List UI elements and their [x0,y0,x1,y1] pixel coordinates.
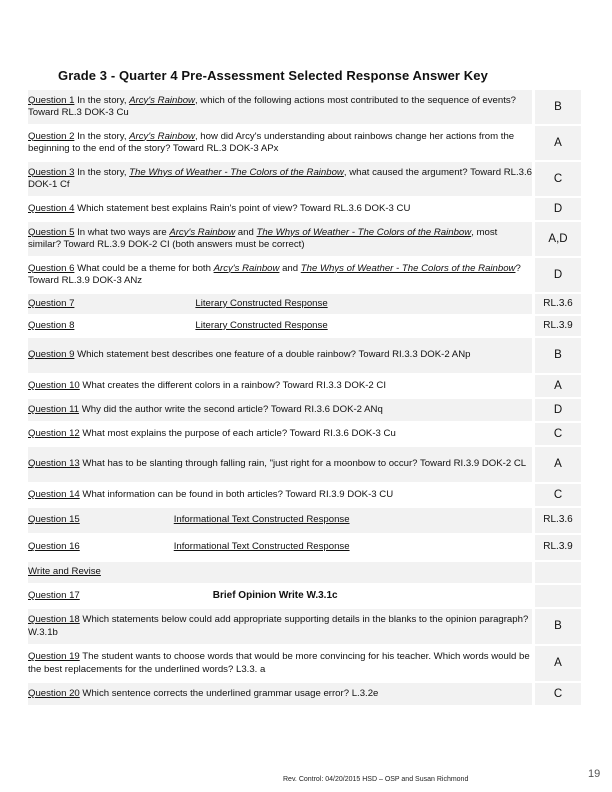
table-row [28,220,581,256]
section-heading: Write and Revise [28,566,101,578]
section-label: Informational Text Constructed Response [173,541,350,553]
table-row [28,560,581,583]
question-cell: Question 18 Which statements below could add appropriate supporting details in the blanks to the opinion paragraph? W.3.1b [28,607,532,644]
answer-cell: C [532,160,581,196]
table-row [28,607,581,644]
question-label: Question 7 [28,297,75,309]
question-label: Question 13 [28,458,80,470]
answer-cell [532,583,581,607]
question-label: Question 8 [28,319,75,331]
answer-cell: B [532,607,581,644]
answer-cell: D [532,397,581,421]
table-row [28,644,581,681]
answer-cell: RL.3.9 [532,314,581,336]
answer-cell: C [532,681,581,705]
table-row [28,160,581,196]
table-row [28,533,581,560]
question-cell: Question 20 Which sentence corrects the underlined grammar usage error? L.3.2e [28,681,532,705]
table-row [28,88,581,124]
table-row [28,583,581,607]
question-cell: Question 13 What has to be slanting through falling rain, "just right for a moonbow to occur? Toward RI.3.9 DOK-2 CL [28,445,532,482]
page-title: Grade 3 - Quarter 4 Pre-Assessment Selected Response Answer Key [58,68,488,83]
question-label: Question 14 [28,488,80,500]
table-row [28,482,581,506]
question-label: Question 12 [28,427,80,439]
question-label: Question 10 [28,379,80,391]
section-label: Literary Constructed Response [195,297,328,309]
table-row [28,506,581,533]
page-number: 19 [588,768,601,780]
question-cell: Question 6 What could be a theme for both Arcy's Rainbow and The Whys of Weather - The Colors of the Rainbow? Toward RL.3.9 DOK-3 ANz [28,256,532,292]
revision-footer: Rev. Control: 04/20/2015 HSD – OSP and Susan Richmond [283,776,469,783]
answer-cell: D [532,256,581,292]
question-label: Question 17 [28,589,80,601]
table-row [28,314,581,336]
table-row [28,292,581,314]
question-cell: Question 2 In the story, Arcy's Rainbow, how did Arcy's understanding about rainbows change her actions from the beginning to the end of the story? Toward RL.3 DOK-3 APx [28,124,532,160]
question-label: Question 2 [28,130,75,142]
table-row [28,256,581,292]
answer-cell [532,560,581,583]
question-label: Question 5 [28,226,75,238]
table-row [28,373,581,397]
table-row [28,421,581,445]
answer-cell: D [532,196,581,220]
answer-cell: C [532,482,581,506]
section-label: Brief Opinion Write W.3.1c [212,589,338,601]
question-label: Question 19 [28,651,80,662]
table-row [28,124,581,160]
table-row [28,196,581,220]
question-cell [28,506,532,533]
question-label: Question 4 [28,202,75,214]
answer-cell: B [532,88,581,124]
question-label: Question 18 [28,614,80,625]
section-label: Literary Constructed Response [195,319,328,331]
question-cell: Question 1 In the story, Arcy's Rainbow, which of the following actions most contributed to the sequence of events? Toward RL.3 DOK-3 Cu [28,88,532,124]
question-cell: Question 11 Why did the author write the second article? Toward RI.3.6 DOK-2 ANq [28,397,532,421]
question-cell: Question 14 What information can be found in both articles? Toward RI.3.9 DOK-3 CU [28,482,532,506]
table-row [28,336,581,373]
table-row [28,681,581,705]
answer-cell: RL.3.9 [532,533,581,560]
answer-cell: RL.3.6 [532,506,581,533]
question-cell [28,583,532,607]
question-cell: Question 4 Which statement best explains Rain's point of view? Toward RL.3.6 DOK-3 CU [28,196,532,220]
question-cell [28,292,532,314]
answer-cell: B [532,336,581,373]
answer-cell: C [532,421,581,445]
table-row [28,445,581,482]
question-cell: Question 12 What most explains the purpose of each article? Toward RI.3.6 DOK-3 Cu [28,421,532,445]
question-cell [28,560,532,583]
answer-cell: A,D [532,220,581,256]
table-row [28,397,581,421]
question-cell: Question 10 What creates the different colors in a rainbow? Toward RI.3.3 DOK-2 CI [28,373,532,397]
question-label: Question 11 [28,403,80,415]
answer-cell: A [532,373,581,397]
answer-cell: A [532,124,581,160]
answer-cell: A [532,644,581,681]
question-label: Question 15 [28,514,80,526]
question-label: Question 1 [28,94,75,106]
question-label: Question 9 [28,349,75,361]
question-label: Question 16 [28,541,80,553]
question-cell [28,314,532,336]
question-cell: Question 3 In the story, The Whys of Weather - The Colors of the Rainbow, what caused the argument? Toward RL.3.6 DOK-1 Cf [28,160,532,196]
question-cell: Question 19 The student wants to choose words that would be more convincing for his teacher. Which words would be the best replacements for the underlined words? L3.3. a [28,644,532,681]
question-cell: Question 5 In what two ways are Arcy's Rainbow and The Whys of Weather - The Colors of the Rainbow, most similar? Toward RL.3.9 DOK-2 CI (both answers must be correct) [28,220,532,256]
answer-cell: RL.3.6 [532,292,581,314]
answer-key-table [28,88,581,705]
question-label: Question 6 [28,262,75,274]
answer-cell: A [532,445,581,482]
question-label: Question 20 [28,687,80,699]
section-label: Informational Text Constructed Response [173,514,350,526]
question-cell [28,533,532,560]
question-cell: Question 9 Which statement best describes one feature of a double rainbow? Toward RI.3.3 DOK-2 ANp [28,336,532,373]
question-label: Question 3 [28,166,75,178]
